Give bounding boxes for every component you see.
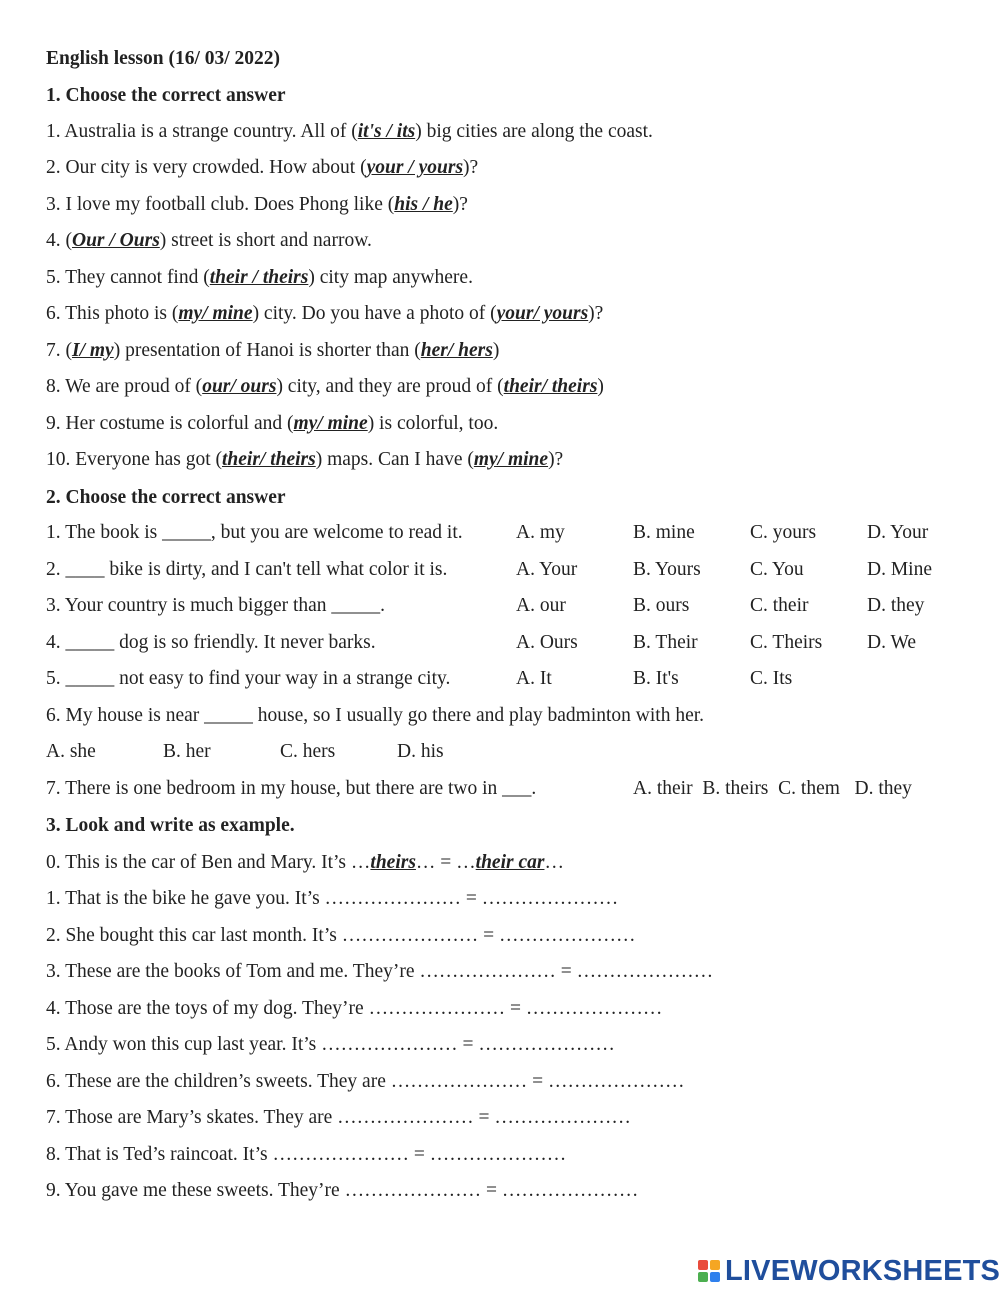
option-b[interactable]: B. mine [633, 522, 695, 543]
s2-question-4: 4. _____ dog is so friendly. It never barks. [46, 632, 376, 653]
option-d[interactable]: D. We [867, 632, 916, 653]
option-b[interactable]: B. Yours [633, 559, 701, 580]
logo-text: LIVEWORKSHEETS [725, 1254, 1000, 1287]
option-b[interactable]: B. Their [633, 632, 698, 653]
liveworksheets-logo[interactable] [698, 1254, 1000, 1288]
s3-item-7[interactable]: 7. Those are Mary’s skates. They are ………………… = ………………… [46, 1107, 631, 1128]
option-c[interactable]: C. yours [750, 522, 817, 543]
option-a[interactable]: A. she [46, 741, 96, 762]
option-a[interactable]: A. Your [516, 559, 578, 580]
option-b[interactable]: B. her [163, 741, 211, 762]
option-b[interactable]: B. It's [633, 668, 679, 689]
option-a[interactable]: A. It [516, 668, 552, 689]
option-c[interactable]: C. You [750, 559, 804, 580]
choice[interactable]: your/ yours [496, 303, 589, 324]
option-c[interactable]: C. Theirs [750, 632, 823, 653]
option-c[interactable]: C. hers [280, 741, 336, 762]
option-c[interactable]: C. their [750, 595, 809, 616]
choice[interactable]: your / yours [366, 157, 464, 178]
example-answer: their car [475, 852, 545, 873]
s3-item-5[interactable]: 5. Andy won this cup last year. It’s ………………… = ………………… [46, 1034, 615, 1055]
option-c[interactable]: C. Its [750, 668, 793, 689]
option-a[interactable]: A. our [516, 595, 566, 616]
option-d[interactable]: D. they [867, 595, 925, 616]
s3-item-3[interactable]: 3. These are the books of Tom and me. They’re ………………… = ………………… [46, 961, 714, 982]
choice[interactable]: I/ my [72, 340, 114, 361]
s3-item-8[interactable]: 8. That is Ted’s raincoat. It’s ………………… = ………………… [46, 1144, 567, 1165]
s3-item-6[interactable]: 6. These are the children’s sweets. They are ………………… = ………………… [46, 1071, 685, 1092]
s2-question-5: 5. _____ not easy to find your way in a strange city. [46, 668, 451, 689]
s1-item-3: 3. I love my football club. Does Phong like (his / he)? [46, 194, 468, 215]
example-answer: theirs [370, 852, 416, 873]
page-title: English lesson (16/ 03/ 2022) [46, 48, 281, 69]
choice[interactable]: our/ ours [202, 376, 277, 397]
section2-heading: 2. Choose the correct answer [46, 487, 286, 508]
s2-question-2: 2. ____ bike is dirty, and I can't tell what color it is. [46, 559, 448, 580]
choice[interactable]: Our / Ours [72, 230, 160, 251]
s1-item-9: 9. Her costume is colorful and (my/ mine) is colorful, too. [46, 413, 499, 434]
s1-item-10: 10. Everyone has got (their/ theirs) maps. Can I have (my/ mine)? [46, 449, 564, 470]
logo-squares-icon [698, 1260, 720, 1282]
section1-heading: 1. Choose the correct answer [46, 85, 286, 106]
s1-item-4: 4. (Our / Ours) street is short and narrow. [46, 230, 372, 251]
option-a[interactable]: A. my [516, 522, 565, 543]
s3-item-4[interactable]: 4. Those are the toys of my dog. They’re ………………… = ………………… [46, 998, 663, 1019]
s3-item-1[interactable]: 1. That is the bike he gave you. It’s ………………… = ………………… [46, 888, 619, 909]
s2-question-6: 6. My house is near _____ house, so I usually go there and play badminton with her. [46, 705, 705, 726]
choice[interactable]: my/ mine [178, 303, 253, 324]
choice[interactable]: her/ hers [420, 340, 493, 361]
choice[interactable]: their/ theirs [503, 376, 598, 397]
choice[interactable]: my/ mine [293, 413, 368, 434]
option-b[interactable]: B. ours [633, 595, 690, 616]
option-a[interactable]: A. Ours [516, 632, 578, 653]
s1-item-6: 6. This photo is (my/ mine) city. Do you have a photo of (your/ yours)? [46, 303, 604, 324]
option-d[interactable]: D. Mine [867, 559, 932, 580]
s2-question-3: 3. Your country is much bigger than _____. [46, 595, 386, 616]
option-d[interactable]: D. Your [867, 522, 929, 543]
s3-item-2[interactable]: 2. She bought this car last month. It’s ………………… = ………………… [46, 925, 636, 946]
s3-example: 0. This is the car of Ben and Mary. It’s …theirs… = …their car… [46, 852, 564, 873]
choice[interactable]: it's / its [357, 121, 416, 142]
choice[interactable]: his / he [394, 194, 453, 215]
s1-item-5: 5. They cannot find (their / theirs) city map anywhere. [46, 267, 473, 288]
s2-question-7-options[interactable]: A. their B. theirs C. them D. they [633, 778, 912, 799]
s1-item-2: 2. Our city is very crowded. How about (your / yours)? [46, 157, 479, 178]
choice[interactable]: their / theirs [209, 267, 309, 288]
s2-question-1: 1. The book is _____, but you are welcome to read it. [46, 522, 463, 543]
s3-item-9[interactable]: 9. You gave me these sweets. They’re ………………… = ………………… [46, 1180, 639, 1201]
s1-item-1: 1. Australia is a strange country. All of (it's / its) big cities are along the coast. [46, 121, 653, 142]
choice[interactable]: my/ mine [473, 449, 549, 470]
option-d[interactable]: D. his [397, 741, 444, 762]
s1-item-8: 8. We are proud of (our/ ours) city, and they are proud of (their/ theirs) [46, 376, 604, 397]
section3-heading: 3. Look and write as example. [46, 815, 295, 836]
choice[interactable]: their/ theirs [222, 449, 316, 470]
s1-item-7: 7. (I/ my) presentation of Hanoi is shorter than (her/ hers) [46, 340, 500, 361]
s2-question-7: 7. There is one bedroom in my house, but there are two in ___. [46, 778, 537, 799]
